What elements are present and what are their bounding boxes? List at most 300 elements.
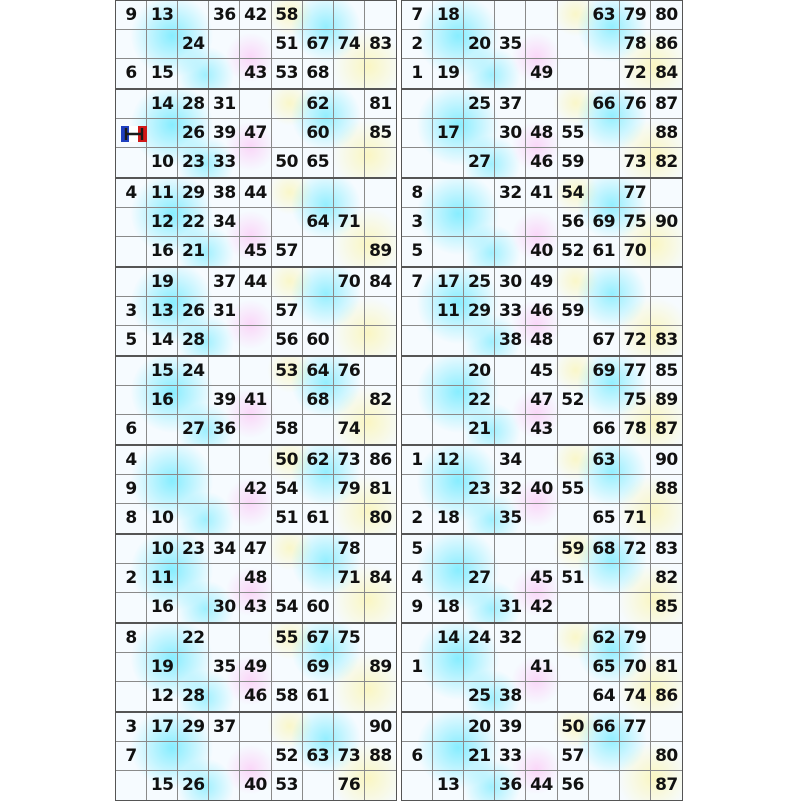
number-cell: 67 [303, 30, 334, 59]
number-cell: 60 [303, 326, 334, 355]
number-cell: 66 [589, 90, 620, 119]
bingo-card [401, 89, 683, 178]
number-cell: 39 [209, 386, 240, 415]
empty-cell [464, 208, 495, 237]
empty-cell [240, 208, 271, 237]
number-cell: 17 [433, 119, 464, 148]
empty-cell [116, 208, 147, 237]
french-flag-logo-icon [121, 124, 147, 144]
empty-cell [558, 59, 589, 88]
empty-cell [651, 504, 682, 533]
empty-cell [272, 564, 303, 593]
number-cell: 77 [620, 179, 651, 208]
number-cell: 25 [464, 682, 495, 711]
empty-cell [334, 297, 365, 326]
number-cell: 82 [365, 386, 396, 415]
number-cell: 40 [526, 475, 557, 504]
empty-cell [558, 682, 589, 711]
empty-cell [303, 1, 334, 30]
empty-cell [433, 237, 464, 266]
number-cell: 15 [147, 357, 178, 386]
number-cell: 1 [402, 653, 433, 682]
empty-cell [620, 564, 651, 593]
number-cell: 52 [558, 386, 589, 415]
number-cell: 21 [464, 742, 495, 771]
empty-cell [558, 504, 589, 533]
empty-cell [272, 535, 303, 564]
number-cell: 8 [116, 504, 147, 533]
number-cell: 5 [116, 326, 147, 355]
number-cell: 6 [116, 415, 147, 444]
number-cell: 30 [495, 119, 526, 148]
number-cell: 23 [178, 148, 209, 177]
empty-cell [620, 297, 651, 326]
number-cell: 85 [365, 119, 396, 148]
empty-cell [334, 179, 365, 208]
empty-cell [147, 415, 178, 444]
number-cell: 64 [303, 208, 334, 237]
number-cell: 45 [240, 237, 271, 266]
number-cell: 53 [272, 59, 303, 88]
empty-cell [147, 475, 178, 504]
empty-cell [116, 682, 147, 711]
empty-cell [240, 357, 271, 386]
empty-cell [433, 357, 464, 386]
number-cell: 3 [116, 713, 147, 742]
number-cell: 35 [209, 653, 240, 682]
number-cell: 20 [464, 713, 495, 742]
empty-cell [464, 326, 495, 355]
number-cell: 71 [334, 208, 365, 237]
empty-cell [402, 713, 433, 742]
number-cell: 79 [620, 1, 651, 30]
empty-cell [651, 713, 682, 742]
empty-cell [116, 90, 147, 119]
bingo-card [115, 623, 397, 712]
number-cell: 37 [209, 713, 240, 742]
empty-cell [365, 59, 396, 88]
number-cell: 51 [558, 564, 589, 593]
empty-cell [620, 771, 651, 800]
empty-cell [272, 268, 303, 297]
number-cell: 36 [209, 415, 240, 444]
number-cell: 3 [402, 208, 433, 237]
empty-cell [178, 593, 209, 622]
number-cell: 21 [178, 237, 209, 266]
number-cell: 57 [272, 237, 303, 266]
empty-cell [303, 179, 334, 208]
number-cell: 30 [495, 268, 526, 297]
number-cell: 75 [620, 386, 651, 415]
empty-cell [558, 268, 589, 297]
empty-cell [402, 771, 433, 800]
number-cell: 19 [147, 268, 178, 297]
empty-cell [651, 237, 682, 266]
number-cell: 37 [495, 90, 526, 119]
empty-cell [589, 297, 620, 326]
empty-cell [209, 446, 240, 475]
number-cell: 90 [365, 713, 396, 742]
number-cell: 28 [178, 326, 209, 355]
empty-cell [433, 475, 464, 504]
number-cell: 71 [334, 564, 365, 593]
empty-cell [272, 179, 303, 208]
empty-cell [402, 415, 433, 444]
number-cell: 52 [272, 742, 303, 771]
number-cell: 80 [369, 508, 392, 528]
number-cell: 35 [495, 30, 526, 59]
number-cell: 43 [240, 593, 271, 622]
number-cell: 69 [589, 357, 620, 386]
number-cell: 10 [147, 535, 178, 564]
number-cell: 9 [116, 475, 147, 504]
empty-cell [402, 90, 433, 119]
number-cell: 78 [620, 30, 651, 59]
empty-cell [334, 504, 365, 533]
number-cell: 26 [178, 771, 209, 800]
number-cell: 9 [116, 1, 147, 30]
empty-cell [526, 30, 557, 59]
number-cell: 74 [620, 682, 651, 711]
empty-cell [589, 564, 620, 593]
number-cell: 68 [303, 386, 334, 415]
empty-cell [209, 771, 240, 800]
number-cell: 18 [433, 593, 464, 622]
number-cell: 87 [655, 775, 678, 795]
empty-cell [402, 297, 433, 326]
number-cell: 18 [433, 504, 464, 533]
number-cell: 64 [589, 682, 620, 711]
empty-cell [495, 386, 526, 415]
number-cell: 17 [147, 713, 178, 742]
empty-cell [589, 771, 620, 800]
number-cell: 60 [303, 593, 334, 622]
empty-cell [365, 326, 396, 355]
number-cell: 71 [620, 504, 651, 533]
number-cell: 66 [589, 713, 620, 742]
number-cell: 31 [495, 593, 526, 622]
number-cell: 63 [303, 742, 334, 771]
number-cell: 72 [620, 535, 651, 564]
number-cell: 6 [116, 59, 147, 88]
empty-cell [526, 713, 557, 742]
empty-cell [495, 415, 526, 444]
number-cell: 10 [147, 148, 178, 177]
empty-cell [178, 386, 209, 415]
empty-cell [433, 682, 464, 711]
number-cell: 22 [178, 624, 209, 653]
empty-cell [178, 564, 209, 593]
number-cell: 13 [433, 771, 464, 800]
empty-cell [272, 386, 303, 415]
number-cell: 16 [147, 237, 178, 266]
number-cell: 57 [558, 742, 589, 771]
number-cell: 42 [240, 475, 271, 504]
number-cell: 67 [303, 624, 334, 653]
empty-cell [272, 90, 303, 119]
empty-cell [334, 386, 365, 415]
empty-cell [272, 208, 303, 237]
empty-cell [402, 386, 433, 415]
empty-cell [240, 90, 271, 119]
number-cell: 32 [495, 475, 526, 504]
number-cell: 81 [651, 653, 682, 682]
number-cell: 49 [240, 653, 271, 682]
number-cell: 89 [369, 241, 392, 261]
number-cell: 55 [272, 624, 303, 653]
empty-cell [495, 535, 526, 564]
empty-cell [209, 504, 240, 533]
number-cell: 39 [209, 119, 240, 148]
empty-cell [365, 148, 396, 177]
number-cell: 68 [303, 59, 334, 88]
empty-cell [365, 415, 396, 444]
empty-cell [240, 713, 271, 742]
empty-cell [178, 742, 209, 771]
number-cell: 76 [334, 357, 365, 386]
number-cell: 76 [334, 771, 365, 800]
empty-cell [526, 742, 557, 771]
number-cell: 46 [526, 297, 557, 326]
number-cell: 62 [303, 446, 334, 475]
number-cell: 16 [147, 593, 178, 622]
empty-cell [433, 713, 464, 742]
empty-cell [178, 1, 209, 30]
empty-cell [464, 237, 495, 266]
bingo-card [401, 623, 683, 712]
empty-cell [433, 535, 464, 564]
number-cell: 75 [334, 624, 365, 653]
bingo-card [115, 178, 397, 267]
number-cell: 16 [147, 386, 178, 415]
number-cell: 50 [272, 148, 303, 177]
empty-cell [303, 475, 334, 504]
number-cell: 32 [495, 624, 526, 653]
empty-cell [116, 535, 147, 564]
bingo-card [401, 356, 683, 445]
number-cell: 62 [303, 90, 334, 119]
empty-cell [589, 30, 620, 59]
empty-cell [209, 326, 240, 355]
number-cell: 10 [147, 504, 178, 533]
empty-cell [334, 653, 365, 682]
number-cell: 12 [147, 208, 178, 237]
number-cell: 37 [209, 268, 240, 297]
number-cell: 87 [651, 90, 682, 119]
number-cell: 83 [365, 30, 396, 59]
empty-cell [334, 1, 365, 30]
bingo-card [115, 89, 397, 178]
number-cell: 44 [240, 268, 271, 297]
number-cell: 55 [558, 119, 589, 148]
empty-cell [433, 90, 464, 119]
empty-cell [495, 59, 526, 88]
empty-cell [303, 297, 334, 326]
empty-cell [558, 1, 589, 30]
empty-cell [147, 624, 178, 653]
number-cell: 45 [526, 564, 557, 593]
empty-cell [526, 535, 557, 564]
empty-cell [178, 59, 209, 88]
number-cell: 53 [272, 357, 303, 386]
empty-cell [433, 326, 464, 355]
empty-cell [365, 208, 396, 237]
number-cell: 89 [365, 653, 396, 682]
number-cell: 43 [240, 59, 271, 88]
bingo-card [401, 267, 683, 356]
number-cell: 17 [433, 268, 464, 297]
number-cell: 38 [495, 682, 526, 711]
empty-cell [464, 535, 495, 564]
number-cell: 53 [272, 771, 303, 800]
empty-cell [240, 30, 271, 59]
number-cell: 61 [303, 682, 334, 711]
empty-cell [589, 742, 620, 771]
number-cell: 47 [526, 386, 557, 415]
number-cell: 87 [655, 419, 678, 439]
empty-cell [147, 446, 178, 475]
number-cell: 33 [209, 148, 240, 177]
number-cell: 4 [116, 179, 147, 208]
empty-cell [558, 90, 589, 119]
number-cell: 26 [178, 297, 209, 326]
number-cell: 2 [116, 564, 147, 593]
number-cell: 19 [433, 59, 464, 88]
empty-cell [464, 771, 495, 800]
empty-cell [334, 593, 365, 622]
number-cell: 80 [651, 1, 682, 30]
empty-cell [495, 208, 526, 237]
empty-cell [589, 59, 620, 88]
number-cell: 58 [272, 415, 303, 444]
empty-cell [240, 326, 271, 355]
empty-cell [334, 90, 365, 119]
empty-cell [303, 771, 334, 800]
number-cell: 80 [651, 742, 682, 771]
empty-cell [116, 771, 147, 800]
number-cell: 54 [558, 179, 589, 208]
empty-cell [240, 297, 271, 326]
number-cell: 66 [589, 415, 620, 444]
number-cell: 15 [147, 771, 178, 800]
empty-cell [334, 682, 365, 711]
empty-cell [620, 593, 651, 622]
number-cell: 50 [272, 446, 303, 475]
bingo-card [401, 445, 683, 534]
number-cell: 49 [526, 59, 557, 88]
number-cell: 61 [303, 504, 334, 533]
empty-cell [464, 179, 495, 208]
number-cell: 2 [402, 30, 433, 59]
number-cell: 74 [334, 30, 365, 59]
empty-cell [240, 415, 271, 444]
empty-cell [651, 179, 682, 208]
number-cell: 41 [526, 653, 557, 682]
empty-cell [334, 713, 365, 742]
number-cell: 54 [272, 475, 303, 504]
empty-cell [272, 119, 303, 148]
number-cell: 14 [147, 90, 178, 119]
empty-cell [240, 504, 271, 533]
empty-cell [464, 446, 495, 475]
empty-cell [620, 742, 651, 771]
number-cell: 63 [589, 446, 620, 475]
empty-cell [620, 475, 651, 504]
number-cell: 11 [433, 297, 464, 326]
empty-cell [526, 446, 557, 475]
empty-cell [495, 1, 526, 30]
number-cell: 4 [402, 564, 433, 593]
number-cell: 65 [589, 653, 620, 682]
number-cell: 41 [526, 179, 557, 208]
empty-cell [589, 148, 620, 177]
empty-cell [209, 59, 240, 88]
empty-cell [209, 30, 240, 59]
empty-cell [334, 326, 365, 355]
number-cell: 78 [334, 535, 365, 564]
empty-cell [240, 742, 271, 771]
number-cell: 13 [147, 297, 178, 326]
empty-cell [526, 504, 557, 533]
number-cell: 31 [209, 297, 240, 326]
number-cell: 64 [303, 357, 334, 386]
empty-cell [433, 148, 464, 177]
number-cell: 35 [495, 504, 526, 533]
number-cell: 72 [620, 326, 651, 355]
number-cell: 83 [651, 535, 682, 564]
number-cell: 40 [240, 771, 271, 800]
number-cell: 74 [334, 415, 365, 444]
number-cell: 40 [526, 237, 557, 266]
empty-cell [209, 357, 240, 386]
number-cell: 25 [464, 268, 495, 297]
number-cell: 23 [464, 475, 495, 504]
empty-cell [365, 624, 396, 653]
number-cell: 8 [402, 179, 433, 208]
number-cell: 88 [651, 119, 682, 148]
number-cell: 70 [620, 237, 651, 266]
number-cell: 83 [655, 330, 678, 350]
number-cell: 36 [495, 771, 526, 800]
empty-cell [433, 179, 464, 208]
empty-cell [178, 268, 209, 297]
number-cell: 44 [240, 179, 271, 208]
number-cell: 59 [558, 148, 589, 177]
number-cell: 45 [526, 357, 557, 386]
number-cell: 44 [526, 771, 557, 800]
empty-cell [558, 326, 589, 355]
empty-cell [433, 386, 464, 415]
empty-cell [464, 119, 495, 148]
number-cell: 29 [178, 713, 209, 742]
number-cell: 33 [495, 742, 526, 771]
number-cell: 51 [272, 504, 303, 533]
number-cell: 11 [147, 179, 178, 208]
number-cell: 42 [526, 593, 557, 622]
number-cell: 82 [655, 152, 678, 172]
empty-cell [402, 475, 433, 504]
number-cell: 19 [147, 653, 178, 682]
number-cell: 88 [365, 742, 396, 771]
empty-cell [589, 593, 620, 622]
empty-cell [526, 208, 557, 237]
number-cell: 21 [464, 415, 495, 444]
empty-cell [365, 357, 396, 386]
empty-cell [303, 237, 334, 266]
number-cell: 65 [589, 504, 620, 533]
empty-cell [178, 475, 209, 504]
number-cell: 79 [334, 475, 365, 504]
